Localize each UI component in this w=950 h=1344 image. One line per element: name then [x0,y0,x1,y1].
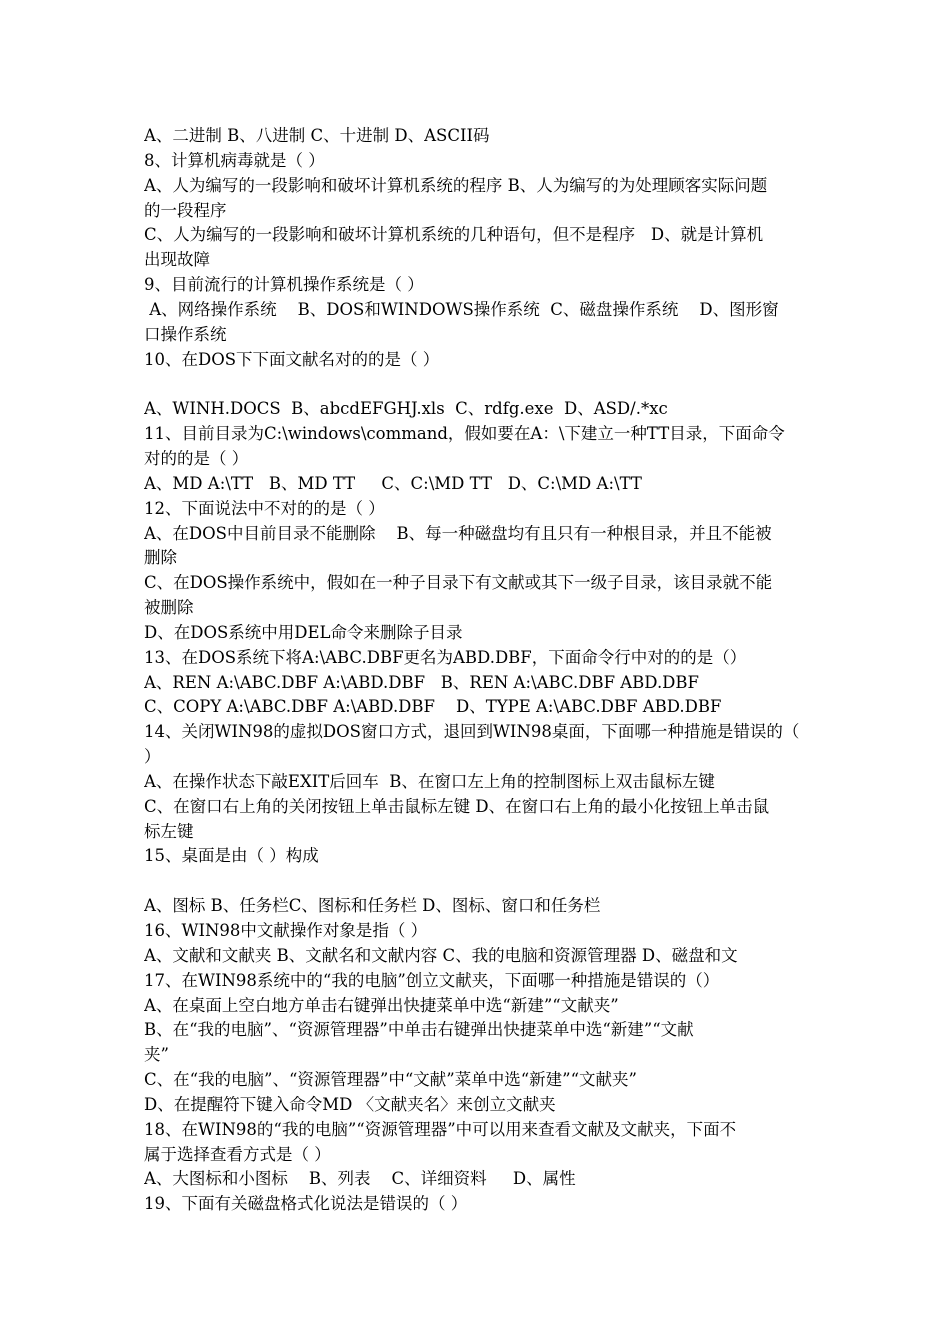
text-line: D、在DOS系统中用DEL命令来删除子目录 [144,622,463,642]
text-line: A、文献和文献夹 B、文献名和文献内容 C、我的电脑和资源管理器 D、磁盘和文 [144,945,738,965]
text-line: A、REN A:\ABC.DBF A:\ABD.DBF B、REN A:\ABC.DBF ABD.DBF [144,672,699,692]
text-line: 被删除 [144,598,194,618]
text-line: 的一段程序 [144,200,227,220]
text-line: A、WINH.DOCS B、abcdEFGHJ.xls C、rdfg.exe D、ASD/.*xc [144,399,668,419]
text-line: A、MD A:\TT B、MD TT C、C:\MD TT D、C:\MD A:\TT [144,473,642,493]
text-line: 标左键 [144,821,194,841]
text-line: D、在提醒符下键入命令MD 〈文献夹名〉来创立文献夹 [144,1094,556,1114]
text-line: ） [144,747,161,767]
question-12-stem: 12、下面说法中不对的的是（ ） [144,498,385,518]
text-line: C、在“我的电脑”、“资源管理器”中“文献”菜单中选“新建”“文献夹” [144,1070,637,1090]
text-line: 夹” [144,1045,169,1065]
question-11-stem: 11、目前目录为C:\windows\command，假如要在A：\下建立一种TT目录，下面命令 [144,424,785,444]
text-line: A、在DOS中目前目录不能删除 B、每一种磁盘均有且只有一种根目录，并且不能被 [144,523,772,543]
text-line: 口操作系统 [144,324,227,344]
question-19-stem: 19、下面有关磁盘格式化说法是错误的（ ） [144,1194,468,1214]
text-line: 对的的是（ ） [144,448,249,468]
question-13-stem: 13、在DOS系统下将A:\ABC.DBF更名为ABD.DBF，下面命令行中对的的是（） [144,647,747,667]
text-line: A、在桌面上空白地方单击右键弹出快捷菜单中选“新建”“文献夹” [144,995,619,1015]
text-line: A、人为编写的一段影响和破坏计算机系统的程序 B、人为编写的为处理顾客实际问题 [144,175,768,195]
question-10-stem: 10、在DOS下下面文献名对的的是（ ） [144,349,440,369]
blank-line [144,372,808,397]
text-line: A、图标 B、任务栏C、图标和任务栏 D、图标、窗口和任务栏 [144,896,601,916]
question-16-stem: 16、WIN98中文献操作对象是指（ ） [144,921,428,940]
question-18-stem: 18、在WIN98的“我的电脑”“资源管理器”中可以用来查看文献及文献夹，下面不 [144,1119,737,1139]
blank-line [144,869,808,894]
question-17-stem: 17、在WIN98系统中的“我的电脑”创立文献夹，下面哪一种措施是错误的（） [144,970,720,990]
text-line: 删除 [144,548,177,568]
question-14-stem: 14、关闭WIN98的虚拟DOS窗口方式，退回到WIN98桌面，下面哪一种措施是错误的（ [144,722,800,742]
document-body [144,124,808,1217]
text-line: B、在“我的电脑”、“资源管理器”中单击右键弹出快捷菜单中选“新建”“文献 [144,1020,694,1040]
text-line: C、在DOS操作系统中，假如在一种子目录下有文献或其下一级子目录，该目录就不能 [144,573,773,593]
text-line: 属于选择查看方式是（ ） [144,1144,331,1164]
text-line: C、在窗口右上角的关闭按钮上单击鼠标左键 D、在窗口右上角的最小化按钮上单击鼠 [144,796,770,816]
text-line: A、大图标和小图标 B、列表 C、详细资料 D、属性 [144,1169,576,1189]
text-line: A、二进制 B、八进制 C、十进制 D、ASCII码 [144,126,490,145]
text-line: 出现故障 [144,250,210,270]
text-line: C、COPY A:\ABC.DBF A:\ABD.DBF D、TYPE A:\ABC.DBF ABD.DBF [144,697,722,717]
text-line: A、网络操作系统 B、DOS和WINDOWS操作系统 C、磁盘操作系统 D、图形窗 [144,299,779,319]
question-9-stem: 9、目前流行的计算机操作系统是（ ） [144,275,424,295]
question-15-stem: 15、桌面是由（ ）构成 [144,846,319,866]
question-8-stem: 8、计算机病毒就是（ ） [144,150,325,170]
text-line: A、在操作状态下敲EXIT后回车 B、在窗口左上角的控制图标上双击鼠标左键 [144,771,715,791]
text-line: C、人为编写的一段影响和破坏计算机系统的几种语句，但不是程序 D、就是计算机 [144,225,764,245]
